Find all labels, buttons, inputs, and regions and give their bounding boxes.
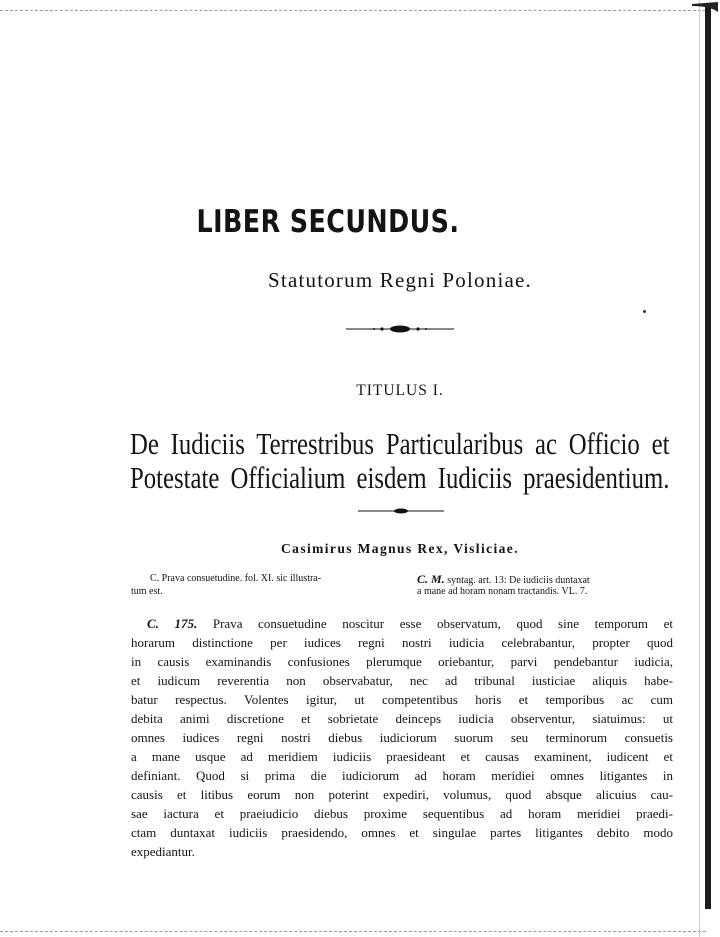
- page-edge-shadow: [699, 0, 704, 937]
- page-binding-edge: [705, 4, 711, 909]
- margin-note-left: tum est.: [131, 586, 163, 597]
- paragraph-line: et iudicum reverentia non observabatur, nec ad tribunal iusticiae aliquis habe-: [131, 673, 673, 688]
- paragraph-line: expediantur.: [131, 844, 195, 859]
- margin-note-siglum: C. M.: [417, 572, 445, 586]
- margin-note-left: C. Prava consuetudine. fol. XI. sic illustra-: [150, 573, 322, 584]
- paragraph-line: ctam duntaxat iudiciis praesidendo, omnes et singulae partes litigantes debito modo: [131, 825, 673, 840]
- bottom-edge-rule: [0, 931, 706, 932]
- margin-note-right: [417, 573, 590, 587]
- paragraph-line: horarum distinctione per iudices regni nostri iudicia celebrabantur, propter quod: [131, 635, 673, 650]
- top-edge-rule: [0, 10, 706, 11]
- book-subtitle: Statutorum Regni Poloniae.: [268, 268, 532, 292]
- paragraph-line-text: Prava consuetudine noscitur esse observatum, quod sine temporum et: [212, 616, 673, 631]
- paragraph-line: debita animi discretione et sobrietate deinceps iudicia observentur, siatuimus: ut: [131, 711, 673, 726]
- paragraph-line: a mane usque ad meridiem iudiciis praesideant et causas examinent, iudicent et: [131, 749, 673, 764]
- paragraph-siglum: C. 175.: [147, 616, 198, 631]
- paragraph-line: batur respectus. Volentes igitur, ut competentibus horis et temporibus ac cum: [131, 692, 673, 707]
- paragraph-line: definiant. Quod si prima die iudiciorum ad horam meridiei omnes litigantes in: [131, 768, 673, 783]
- small-ornament-divider: [358, 507, 444, 515]
- paragraph-line: sae iactura et praeiudicio diebus proxime sequentibus ad horam meridiei praedi-: [131, 806, 673, 821]
- paragraph-line: [147, 614, 673, 633]
- paragraph-line: causis et litibus eorum non poterint expediri, volumus, quod absque alicuius cau-: [131, 787, 673, 802]
- ink-speck: [643, 310, 646, 313]
- margin-note-right: a mane ad horam nonam tractandis. VL. 7.: [417, 586, 588, 597]
- paragraph-line: in causis examinandis confusiones plerumque oriebantur, parvi pendebantur iudicia,: [131, 654, 673, 669]
- book-title: LIBER SECUNDUS.: [196, 204, 460, 240]
- chapter-heading-line: De Iudiciis Terrestribus Particularibus ac Officio et: [130, 426, 670, 461]
- paragraph-line: omnes iudices regni nostri diebus iudiciorum suorum seu terminorum consuetis: [131, 730, 673, 745]
- chapter-heading-line: Potestate Officialium eisdem Iudiciis praesidentium.: [130, 460, 670, 495]
- corner-curl-mark: [690, 0, 720, 14]
- margin-note-right-text: syntag. art. 13: De iudiciis duntaxat: [447, 575, 590, 586]
- source-heading: Casimirus Magnus Rex, Visliciae.: [281, 541, 519, 556]
- ornament-divider: [346, 323, 454, 335]
- titulus-label: TITULUS I.: [356, 382, 444, 399]
